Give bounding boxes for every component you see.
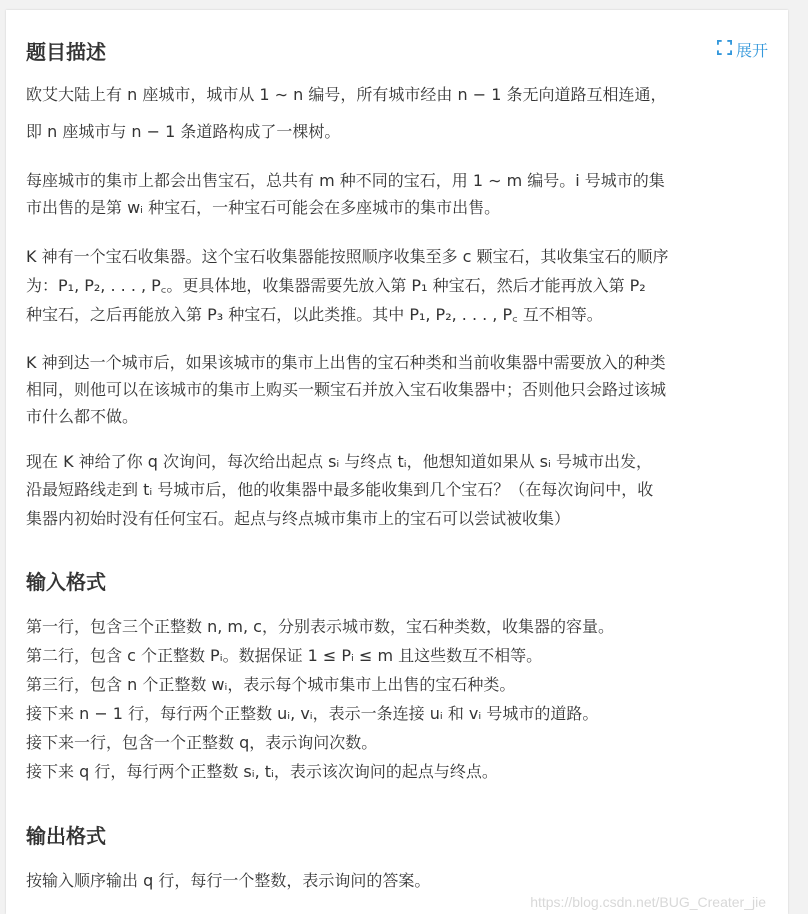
paragraph-4-line-1: K 神到达一个城市后，如果该城市的集市上出售的宝石种类和当前收集器中需要放入的种类	[26, 353, 666, 372]
expand-button[interactable]	[717, 38, 768, 61]
watermark: https://blog.csdn.net/BUG_Creater_jie	[530, 894, 766, 910]
paragraph-1-line-2: 即 n 座城市与 n − 1 条道路构成了一棵树。	[26, 122, 341, 141]
expand-label: 展开	[735, 41, 768, 60]
input-line: 第二行，包含 c 个正整数 Pᵢ。数据保证 1 ≤ Pᵢ ≤ m 且这些数互不相等。	[26, 646, 543, 665]
input-line: 第一行，包含三个正整数 n, m, c，分别表示城市数，宝石种类数，收集器的容量。	[26, 617, 614, 636]
input-line: 接下来 n − 1 行，每行两个正整数 uᵢ, vᵢ，表示一条连接 uᵢ 和 vᵢ 号城市的道路。	[26, 704, 599, 723]
paragraph-4-line-2: 相同，则他可以在该城市的集市上购买一颗宝石并放入宝石收集器中；否则他只会路过该城	[26, 380, 667, 399]
paragraph-3-line-1: K 神有一个宝石收集器。这个宝石收集器能按照顺序收集至多 c 颗宝石，其收集宝石的顺序	[26, 247, 669, 266]
input-line: 接下来一行，包含一个正整数 q，表示询问次数。	[26, 733, 378, 752]
input-line: 第三行，包含 n 个正整数 wᵢ，表示每个城市集市上出售的宝石种类。	[26, 675, 516, 694]
paragraph-3-line-3: 种宝石，之后再能放入第 P₃ 种宝石，以此类推。其中 P₁, P₂, . . . , P꜀ 互不相等。	[26, 305, 603, 324]
expand-icon	[717, 40, 732, 59]
output-line: 按输入顺序输出 q 行，每行一个整数，表示询问的答案。	[26, 871, 431, 890]
problem-card	[6, 10, 788, 914]
paragraph-2-line-1: 每座城市的集市上都会出售宝石，总共有 m 种不同的宝石，用 1 ∼ m 编号。i 号城市的集	[26, 171, 665, 190]
input-line: 接下来 q 行，每行两个正整数 sᵢ, tᵢ，表示该次询问的起点与终点。	[26, 762, 498, 781]
paragraph-3-line-2: 为：P₁, P₂, . . . , P꜀。更具体地，收集器需要先放入第 P₁ 种宝石，然后才能再放入第 P₂	[26, 276, 646, 295]
page-scrollbar[interactable]	[790, 0, 808, 914]
paragraph-5-line-2: 沿最短路线走到 tᵢ 号城市后，他的收集器中最多能收集到几个宝石？（在每次询问中，收	[26, 480, 654, 499]
paragraph-5-line-1: 现在 K 神给了你 q 次询问，每次给出起点 sᵢ 与终点 tᵢ，他想知道如果从 sᵢ 号城市出发，	[26, 452, 652, 471]
section-title-description: 题目描述	[26, 40, 106, 64]
paragraph-5-line-3: 集器内初始时没有任何宝石。起点与终点城市集市上的宝石可以尝试被收集）	[26, 509, 571, 528]
paragraph-4-line-3: 市什么都不做。	[26, 407, 139, 426]
section-title-output: 输出格式	[26, 824, 106, 848]
paragraph-1-line-1: 欧艾大陆上有 n 座城市，城市从 1 ∼ n 编号，所有城市经由 n − 1 条无向道路互相连通，	[26, 85, 667, 104]
paragraph-2-line-2: 市出售的是第 wᵢ 种宝石，一种宝石可能会在多座城市的集市出售。	[26, 198, 501, 217]
section-title-input: 输入格式	[26, 570, 106, 594]
